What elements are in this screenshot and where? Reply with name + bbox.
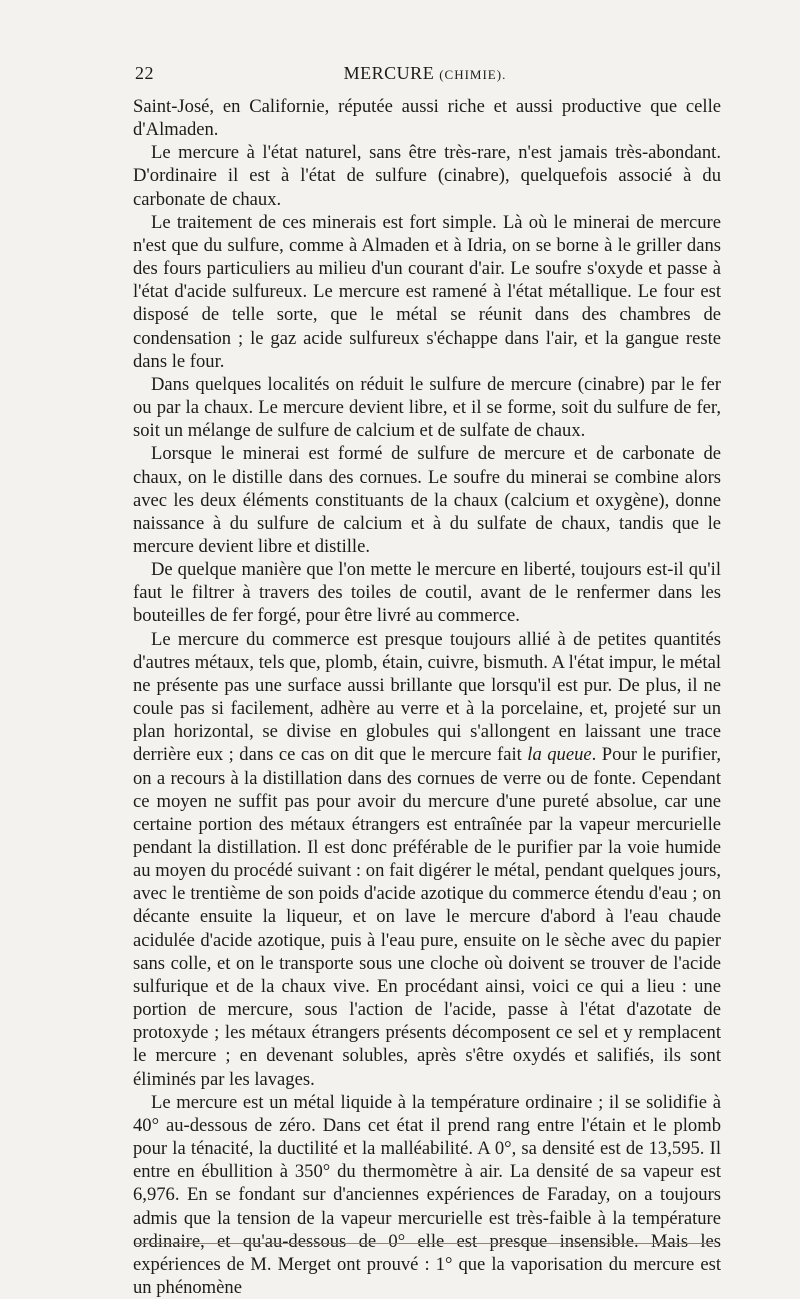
paragraph-purification [133,628,721,1091]
paragraph-treatment: Le traitement de ces minerais est fort simple. Là où le minerai de mercure n'est que du sulfure, comme à Almaden et à Idria, on se borne à le griller dans des fours particuliers au milieu d'un courant d'air. Le soufre s'oxyde et passe à l'état d'acide sulfureux. Le mercure est ramené à l'état métallique. Le four est disposé de telle sorte, que le métal se réunit dans des chambres de condensation ; le gaz acide sulfureux s'échappe dans l'air, et la gangue reste dans le four. [133,211,721,372]
paragraph-continuation: Saint-José, en Californie, réputée aussi riche et aussi productive que celle d'Almaden. [133,96,721,141]
paragraph-properties: Le mercure est un métal liquide à la température ordinaire ; il se solidifie à 40° au-dessous de zéro. Dans cet état il prend rang entre l'étain et le plomb pour la ténacité, la ductilité et la malléabilité. A 0°, sa densité est de 13,595. Il entre en ébullition à 350° du thermomètre à air. La densité de sa vapeur est 6,976. En se fondant sur d'anciennes expériences de Faraday, on a toujours admis que la tension de la vapeur mercurielle est très-faible à la température ordinaire, et qu'au-dessous de 0° elle est presque insensible. Mais les expériences de M. Merget ont prouvé : 1° que la vaporisation du mercure est un phénomène [133,1091,721,1298]
purification-text-before: Le mercure du commerce est presque toujours allié à de petites quantités d'autres métaux, tels que, plomb, étain, cuivre, bismuth. A l'état impur, le métal ne présente pas une surface aussi brillante que lorsqu'il est pur. De plus, il ne coule pas si facilement, adhère au verre et à la porcelaine, et, projeté sur un plan horizontal, se divise en globules qui s'allongent en laissant une trace derrière eux ; dans ce cas on dit que le mercure fait [133,628,721,766]
running-header [135,63,715,93]
paragraph-natural-state: Le mercure à l'état naturel, sans être très-rare, n'est jamais très-abondant. D'ordinaire il est à l'état de sulfure (cinabre), quelquefois associé à du carbonate de chaux. [133,142,721,210]
paragraph-distillation: Lorsque le minerai est formé de sulfure de mercure et de carbonate de chaux, on le distille dans des cornues. Le soufre du minerai se combine alors avec les deux éléments constituants de la chaux (calcium et oxygène), donne naissance à du sulfure de calcium et à du sulfate de chaux, tandis que le mercure devient libre et distille. [133,443,721,557]
running-title [135,63,715,84]
paragraph-filtering: De quelque manière que l'on mette le mercure en liberté, toujours est-il qu'il faut le filtrer à travers des toiles de coutil, avant de le renfermer dans les bouteilles de fer forgé, pour être livré au commerce. [133,559,721,627]
purification-text-after: . Pour le purifier, on a recours à la distillation dans des cornues de verre ou de fonte. Cependant ce moyen ne suffit pas pour avoir du mercure d'une pureté absolue, car une certaine portion des métaux étrangers est entraînée par la vapeur mercurielle pendant la distillation. Il est donc préférable de le purifier par la voie humide au moyen du procédé suivant : on fait digérer le métal, pendant quelques jours, avec le trentième de son poids d'acide azotique du commerce étendu d'eau ; on décante ensuite la liqueur, et on lave le mercure d'abord à l'eau chaude acidulée d'acide azotique, puis à l'eau pure, ensuite on le sèche avec du papier sans colle, et on le transporte sous une cloche où doivent se trouver de l'acide sulfurique et de la chaux vive. En procédant ainsi, voici ce qui a lieu : une portion de mercure, sous l'action de l'acide, passe à l'état d'azotate de protoxyde ; les métaux étrangers présents décomposent ce sel et y remplacent le mercure ; en devenant solubles, après s'être oxydés et salifiés, ils sont éliminés par les lavages. [133,744,722,1090]
paragraph-reduction: Dans quelques localités on réduit le sulfure de mercure (cinabre) par le fer ou par la chaux. Le mercure devient libre, et il se forme, soit du sulfure de fer, soit un mélange de sulfure de calcium et de sulfate de chaux. [133,373,721,442]
running-title-qualifier: (CHIMIE). [439,67,507,82]
running-title-main: MERCURE [343,63,435,83]
body-text [133,95,721,1299]
purification-italic-term: la queue [527,744,592,766]
page-number: 22 [135,63,154,83]
footer-rule [135,1243,715,1244]
